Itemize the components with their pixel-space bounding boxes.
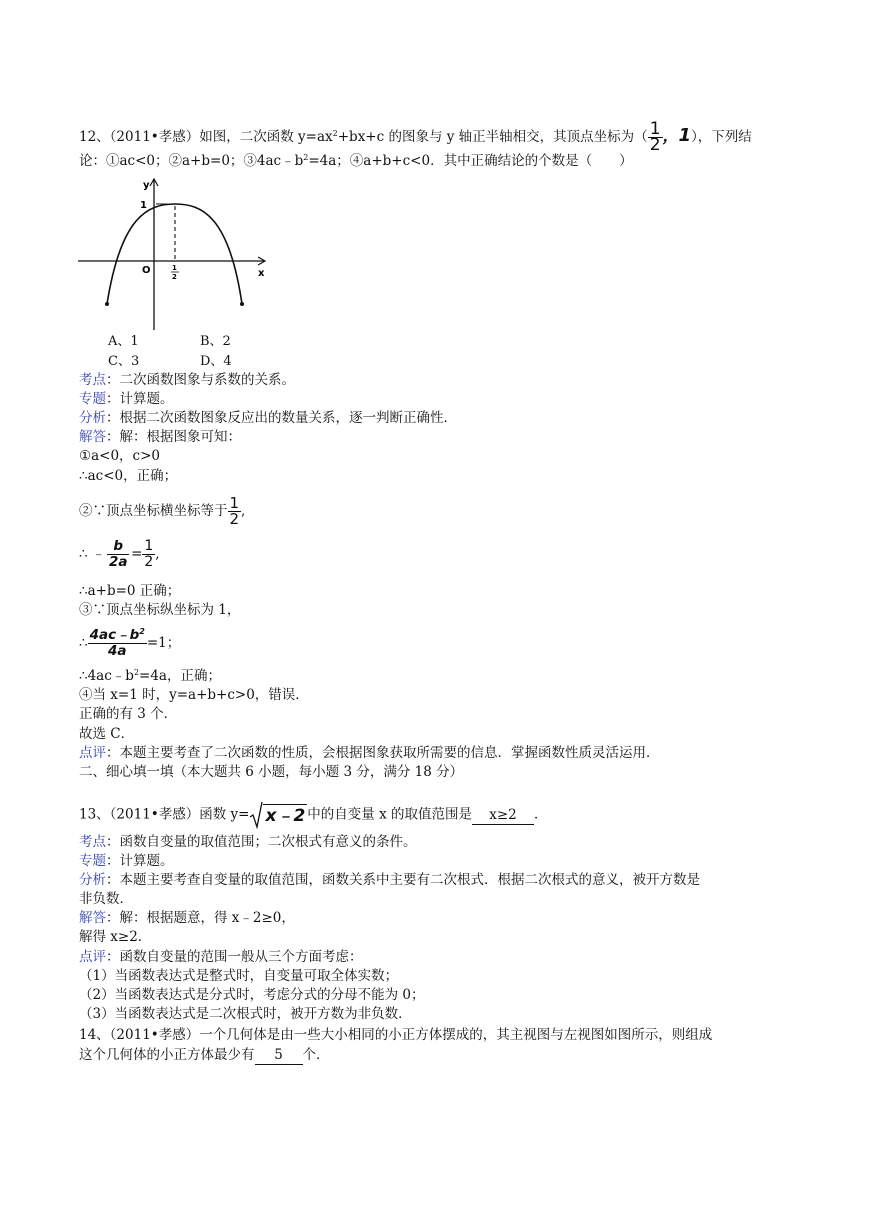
q12-line1: 12、（2011•孝感）如图，二次函数 $y=ax^2+bx+c$ 的图象与 y 轴正半轴相交，其顶点坐标为（ $\frac{1}{2}$ ，1），下列结	[79, 119, 752, 155]
q12-line2: 论：①ac<0；②a+b=0；$③4ac﹣b^2=4a$；④a+b+c<0．其中正确结论的个数是（ ）	[79, 153, 633, 169]
y-tick-label: 1	[140, 200, 147, 211]
choice-c: C、3	[108, 354, 140, 369]
q12-dianping: 点评：本题主要考查了二次函数的性质，会根据图象获取所需要的信息．掌握函数性质灵活运用．	[79, 745, 660, 761]
q14-answer: 5	[255, 1046, 303, 1065]
parabola-graph	[76, 176, 276, 332]
q13-kaodian: 考点：函数自变量的取值范围；二次根式有意义的条件。	[79, 834, 417, 850]
origin-label: O	[142, 265, 151, 276]
x-tick-num: 1	[172, 264, 177, 272]
q13-point2: （2）当函数表达式是分式时，考虑分式的分母不能为 0；	[79, 987, 425, 1003]
q13-step1: 解得 x≥2．	[79, 929, 152, 945]
q12-jieda: 解答：解：根据图象可知：	[79, 429, 241, 445]
parabola-left-end	[105, 302, 109, 306]
y-axis-label: y	[143, 180, 150, 191]
sqrt-expression: x﹣2	[249, 801, 307, 829]
vertex-x-fraction: $\frac{1}{2}$	[649, 119, 661, 155]
q12-step2: ∴ac<0，正确；	[79, 468, 178, 484]
parabola-curve	[107, 204, 242, 304]
q13-answer: x≥2	[472, 806, 534, 825]
x-tick-den: 2	[172, 273, 177, 281]
q13-fenxi: 分析：本题主要考查自变量的取值范围，函数关系中主要有二次根式．根据二次根式的意义，被开方数是	[79, 872, 700, 888]
section-2-heading: 二、细心填一填（本大题共 6 小题，每小题 3 分，满分 18 分）	[79, 764, 464, 780]
choice-d: D、4	[200, 354, 232, 369]
q13-point3: （3）当函数表达式是二次根式时，被开方数为非负数．	[79, 1006, 412, 1022]
q13-dianping: 点评：函数自变量的范围一般从三个方面考虑：	[79, 949, 363, 965]
q12-fenxi: 分析：根据二次函数图象反应出的数量关系，逐一判断正确性．	[79, 410, 457, 426]
q12-zhuanti: 专题：计算题。	[79, 391, 174, 407]
q14-line1: 14、（2011•孝感）一个几何体是由一些大小相同的小正方体摆成的，其主视图与左视图如图所示，则组成	[79, 1027, 713, 1043]
q12-step4: ∴ ﹣ $\frac{b}{2a}$ = $\frac{1}{2}$ ,	[79, 538, 160, 570]
q13-question: 13、（2011•孝感）函数 y= x﹣2 中的自变量 x 的取值范围是 x≥2 ．	[79, 801, 547, 829]
choice-b: B、2	[200, 334, 231, 349]
x-axis-label: x	[258, 268, 265, 279]
q13-zhuanti: 专题：计算题。	[79, 853, 174, 869]
q12-step1: ①a<0，c>0	[79, 448, 161, 464]
q14-line2: 这个几何体的小正方体最少有 5 个．	[79, 1047, 330, 1063]
q12-kaodian: 考点：二次函数图象与系数的关系。	[79, 372, 295, 388]
q12-step6: ③∵顶点坐标纵坐标为 1，	[79, 602, 241, 618]
q12-step3: ②∵顶点坐标横坐标等于 $\frac{1}{2}$ ,	[79, 494, 246, 528]
q12-step11: 故选 C．	[79, 726, 135, 742]
q12-step8: $\therefore 4ac﹣b^2=4a$，正确；	[79, 668, 221, 684]
choice-a: A、1	[108, 334, 139, 349]
q13-point1: （1）当函数表达式是整式时，自变量可取全体实数；	[79, 968, 399, 984]
q12-step5: ∴a+b=0 正确；	[79, 583, 181, 599]
q12-step7: ∴ $\frac{4ac﹣b^2}{4a}$ =1；	[79, 627, 181, 659]
q12-step10: 正确的有 3 个．	[79, 706, 178, 722]
parabola-right-end	[240, 302, 244, 306]
q13-jieda: 解答：解：根据题意，得 x﹣2≥0，	[79, 910, 295, 926]
q13-fenxi-cont: 非负数．	[79, 891, 133, 907]
q12-step9: ④当 x=1 时，y=a+b+c>0，错误．	[79, 687, 309, 703]
